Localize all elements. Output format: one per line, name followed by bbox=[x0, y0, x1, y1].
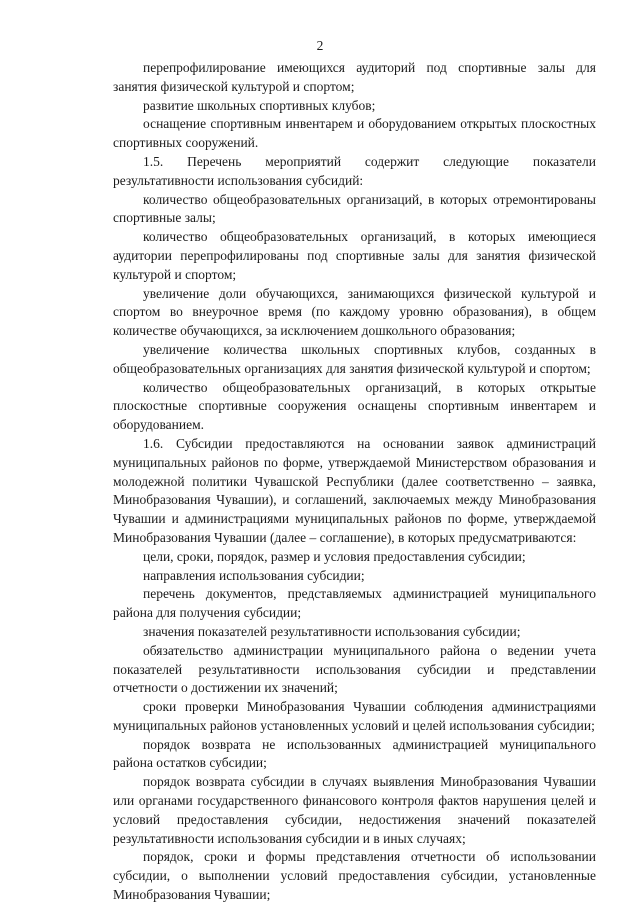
paragraph: 1.6. Субсидии предоставляются на основании заявок администраций муниципальных районов по форме, утверждаемой Министерством образования и молодежной политики Чувашской Республики (далее соответственно – заявка, Минобразования Чувашии), и соглашений, заключаемых между Минобразования Чувашии и администрациями муниципальных районов по форме, утверждаемой Минобразования Чувашии (далее – соглашение), в которых предусматриваются: bbox=[113, 435, 596, 545]
paragraph: количество общеобразовательных организаций, в которых открытые плоскостные спортивные сооружения оснащены спортивным инвентарем и оборудованием. bbox=[113, 379, 596, 433]
paragraph: перепрофилирование имеющихся аудиторий под спортивные залы для занятия физической культурой и спортом; bbox=[113, 60, 596, 94]
paragraph: оснащение спортивным инвентарем и оборудованием открытых плоскостных спортивных сооружений. bbox=[113, 116, 596, 151]
paragraph: развитие школьных спортивных клубов; bbox=[143, 97, 376, 113]
paragraph: направления использования субсидии; bbox=[143, 567, 365, 583]
page-number: 2 bbox=[316, 38, 324, 53]
paragraph: количество общеобразовательных организаций, в которых имеющиеся аудитории перепрофилированы под спортивные залы для занятия физической культурой и спортом; bbox=[113, 229, 596, 282]
document-body bbox=[113, 59, 596, 905]
paragraph: порядок возврата не использованных администрацией муниципального района остатков субсидии; bbox=[113, 736, 596, 771]
paragraph: обязательство администрации муниципального района о ведении учета показателей результативности использования субсидии и представлении отчетности о достижении их значений; bbox=[113, 642, 596, 696]
paragraph: порядок возврата субсидии в случаях выявления Минобразования Чувашии или органами государственного финансового контроля фактов нарушения целей и условий предоставления субсидии, недостижения значений показателей результативности использования субсидии и в иных случаях; bbox=[113, 774, 596, 846]
paragraph: сроки проверки Минобразования Чувашии соблюдения администрациями муниципальных районов установленных условий и целей использования субсидии; bbox=[113, 699, 596, 733]
paragraph: значения показателей результативности использования субсидии; bbox=[143, 623, 521, 639]
paragraph: увеличение доли обучающихся, занимающихся физической культурой и спортом во внеурочное время (по каждому уровню образования), в общем количестве обучающихся, за исключением дошкольного образования; bbox=[113, 285, 596, 339]
paragraph: 1.5. Перечень мероприятий содержит следующие показатели результативности использования субсидий: bbox=[113, 153, 596, 188]
paragraph: количество общеобразовательных организаций, в которых отремонтированы спортивные залы; bbox=[113, 191, 596, 226]
paragraph: порядок, сроки и формы представления отчетности об использовании субсидии, о выполнении условий предоставления субсидии, установленные Минобразования Чувашии; bbox=[113, 849, 596, 903]
paragraph: перечень документов, представляемых администрацией муниципального района для получения субсидии; bbox=[113, 586, 596, 621]
paragraph: цели, сроки, порядок, размер и условия предоставления субсидии; bbox=[143, 548, 526, 564]
paragraph: увеличение количества школьных спортивных клубов, созданных в общеобразовательных организациях для занятия физической культурой и спортом; bbox=[113, 341, 596, 376]
